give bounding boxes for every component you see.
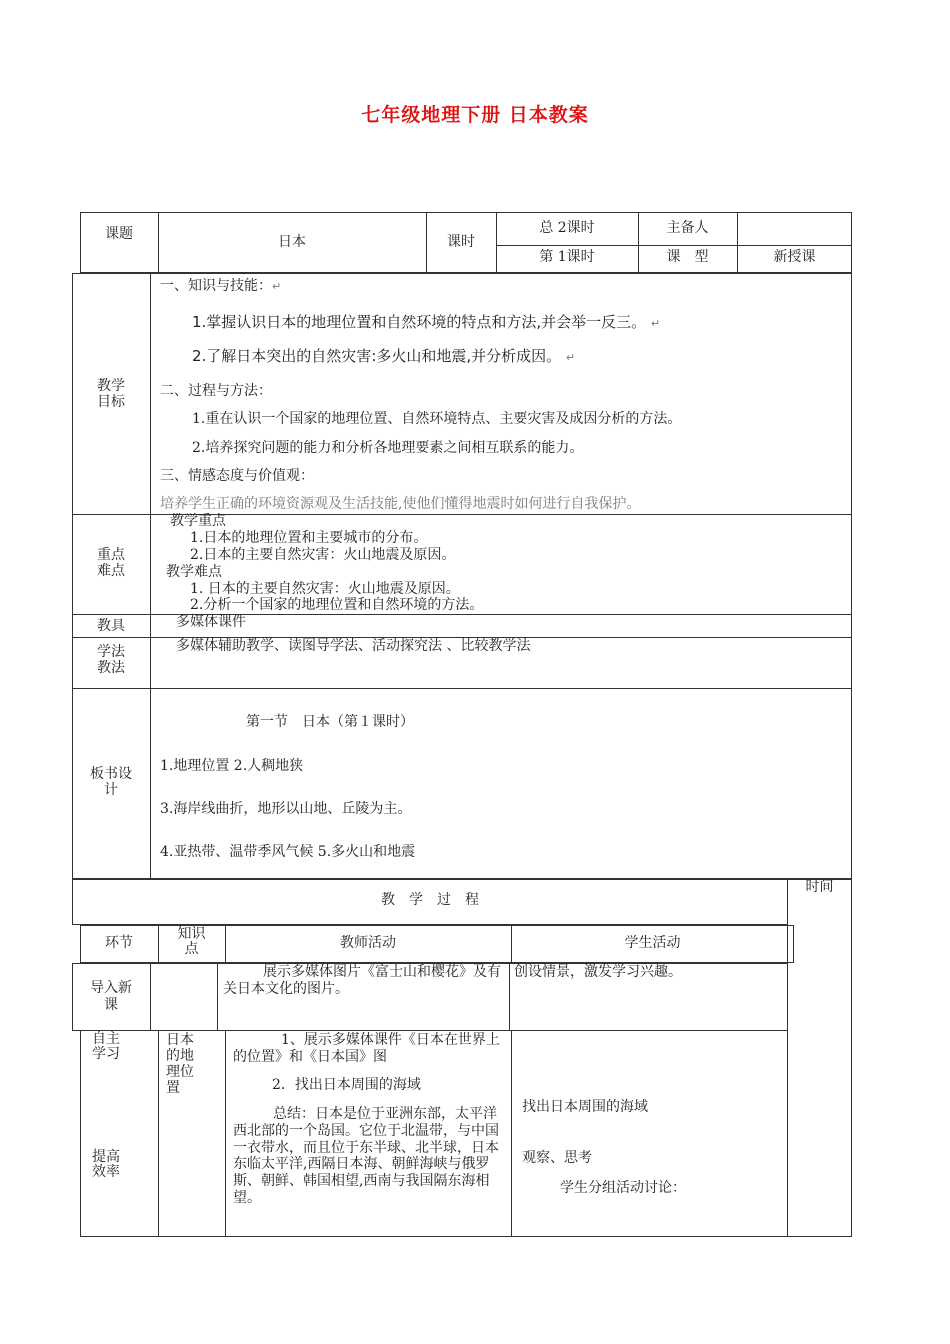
self-study-teacher-2: 2．找出日本周围的海域 (272, 1077, 421, 1093)
topic-label: 课题 (105, 226, 133, 242)
methods-label: 学法 教法 (97, 644, 125, 677)
col-student: 学生活动 (624, 935, 681, 951)
focus-heading: 教学重点 (170, 513, 226, 529)
objectives-process-heading: 二、过程与方法： (160, 383, 272, 399)
board-label: 板书设 计 (90, 766, 132, 799)
col-stage: 环节 (105, 935, 133, 951)
intro-student: 创设情景，激发学习兴趣。 (514, 964, 682, 980)
self-study-knowledge: 日本 的地 理位 置 (166, 1032, 194, 1097)
tools-label: 教具 (97, 618, 125, 634)
difficulty-item-2: 2.分析一个国家的地理位置和自然环境的方法。 (190, 597, 484, 613)
focus-item-1: 1.日本的地理位置和主要城市的分布。 (190, 530, 428, 546)
return-mark: ↵ (650, 317, 661, 330)
hours-label: 课时 (447, 234, 475, 250)
objectives-process-item-2: 2.培养探究问题的能力和分析各地理要素之间相互联系的能力。 (192, 440, 584, 456)
board-line-1: 1.地理位置 2.人稠地狭 (160, 758, 304, 774)
objectives-knowledge-heading: 一、知识与技能：↵ (160, 278, 282, 294)
difficulty-item-1: 1. 日本的主要自然灾害：火山地震及原因。 (190, 581, 460, 597)
board-heading: 第一节 日本（第１课时） (246, 714, 414, 730)
total-hours: 总 2课时 (539, 220, 595, 236)
objectives-attitude-item-1: 培养学生正确的环境资源观及生活技能,使他们懂得地震时如何进行自我保护。 (160, 496, 641, 512)
lesson-type-label: 课 型 (666, 249, 709, 265)
intro-stage: 导入新 课 (90, 980, 132, 1013)
tools-value: 多媒体课件 (176, 614, 246, 630)
self-study-stage-top: 自主 学习 (92, 1031, 120, 1063)
lesson-type-value: 新授课 (773, 249, 816, 265)
intro-teacher: 展示多媒体图片《富士山和樱花》及有关日本文化的图片。 (223, 964, 501, 997)
page-title: 七年级地理下册 日本教案 (361, 104, 589, 126)
self-study-student-2: 观察、思考 (522, 1150, 592, 1166)
return-mark: ↵ (272, 280, 282, 293)
self-study-stage-bottom: 提高 效率 (92, 1149, 120, 1181)
self-study-student-1: 找出日本周围的海域 (522, 1099, 648, 1115)
preparer-label: 主备人 (666, 220, 709, 236)
focus-item-2: 2.日本的主要自然灾害：火山地震及原因。 (190, 547, 456, 563)
key-points-label: 重点 难点 (97, 547, 125, 580)
self-study-student-3: 学生分组活动讨论： (560, 1180, 686, 1196)
objectives-attitude-heading: 三、情感态度与价值观： (160, 468, 314, 484)
objectives-knowledge-item-2: 2.了解日本突出的自然灾害:多火山和地震,并分析成因。 ↵ (192, 347, 576, 365)
self-study-teacher-1: 1、展示多媒体课件《日本在世界上的位置》和《日本国》图 (233, 1032, 500, 1065)
col-knowledge: 知识 点 (177, 926, 206, 958)
return-mark: ↵ (565, 351, 576, 364)
topic-value: 日本 (278, 234, 306, 250)
methods-value: 多媒体辅助教学、读图导学法、活动探究法 、比较教学法 (176, 638, 531, 654)
board-line-3: 4.亚热带、温带季风气候 5.多火山和地震 (160, 844, 416, 860)
time-label: 时间 (805, 879, 834, 895)
self-study-teacher-3: 总结：日本是位于亚洲东部，太平洋西北部的一个岛国。它位于北温带，与中国一衣带水，而且位于东半球、北半球，日本东临太平洋,西隔日本海、朝鲜海峡与俄罗斯、朝鲜、韩国相望,西南与我国隔东海相望。 (233, 1106, 499, 1206)
board-line-2: 3.海岸线曲折，地形以山地、丘陵为主。 (160, 801, 412, 817)
objectives-knowledge-item-1: 1.掌握认识日本的地理位置和自然环境的特点和方法,并会举一反三。 ↵ (192, 313, 661, 331)
current-hour: 第 1课时 (539, 249, 595, 265)
process-heading: 教 学 过 程 (381, 892, 479, 908)
objectives-process-item-1: 1.重在认识一个国家的地理位置、自然环境特点、主要灾害及成因分析的方法。 (192, 411, 682, 427)
col-teacher: 教师活动 (340, 935, 396, 951)
difficulty-heading: 教学难点 (166, 564, 222, 580)
objectives-label: 教学 目标 (97, 378, 125, 411)
